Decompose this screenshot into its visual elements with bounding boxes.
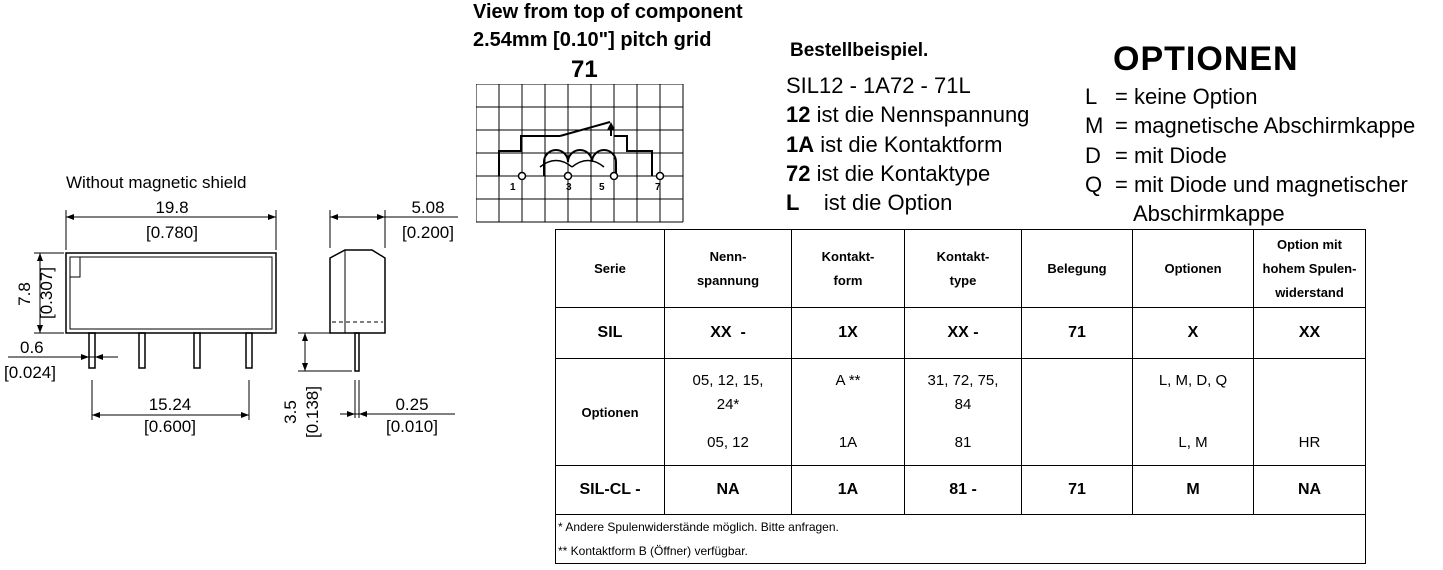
table-cell: Optionen [556,359,665,466]
dim-height-in: [0.307] [37,267,56,319]
dim-pinw-in: [0.024] [4,363,56,382]
option-text: = keine Option [1115,84,1258,109]
header-cell: Serie [556,230,665,308]
option-text: = mit Diode [1115,143,1227,168]
footnote-1: * Andere Spulenwiderstände möglich. Bitte anfragen. [556,515,1366,540]
options-title: OPTIONEN [1113,40,1299,78]
header-cell: Belegung [1022,230,1133,308]
pin-label-5: 5 [599,182,605,193]
dim-pinlen-mm: 3.5 [281,400,300,424]
table-cell: HR [1254,359,1366,466]
schematic-label: 71 [571,56,598,83]
footnote-row [556,539,1366,564]
order-table [555,229,1366,564]
table-cell: NA [665,466,792,515]
dim-length-in: [0.780] [146,223,198,242]
example-text: ist die Option [799,190,953,215]
header-cell: Optionen [1133,230,1254,308]
dim-pint-mm: 0.25 [395,395,429,414]
option-item-d [1085,143,1227,169]
table-cell [1022,359,1133,466]
table-cell: 05, 12, 15, 24* 05, 12 [665,359,792,466]
table-row [556,308,1366,359]
table-cell: A ** 1A [792,359,905,466]
table-cell: 1X [792,308,905,359]
option-text: = mit Diode und magnetischer [1115,172,1408,197]
dim-width-mm: 5.08 [411,198,445,217]
table-row [556,359,1366,466]
view-title-2: 2.54mm [0.10"] pitch grid [473,29,712,51]
example-key: 12 [786,102,811,127]
table-cell: XX [1254,308,1366,359]
table-cell: XX - [665,308,792,359]
table-row [556,466,1366,515]
footnote-2: ** Kontaktform B (Öffner) verfügbar. [556,539,1366,564]
header-cell: Option mit hohem Spulen- widerstand [1254,230,1366,308]
table-cell: 1A [792,466,905,515]
option-text: = magnetische Abschirmkappe [1115,113,1416,138]
footnote-row [556,515,1366,540]
dim-pitch-in: [0.600] [144,417,196,436]
table-header-row [556,230,1366,308]
table-cell: 71 [1022,466,1133,515]
option-key: L [1085,84,1098,109]
header-cell: Nenn- spannung [665,230,792,308]
view-title-1: View from top of component [473,1,743,23]
pin-label-1: 1 [510,182,516,193]
pin-label-3: 3 [566,182,572,193]
table-cell: X [1133,308,1254,359]
table-cell: 71 [1022,308,1133,359]
dim-width-in: [0.200] [402,223,454,242]
example-key: 1A [786,132,815,157]
pitch-grid-schematic [476,84,696,224]
dim-pinw-mm: 0.6 [20,338,44,357]
table-cell: M [1133,466,1254,515]
example-text: ist die Kontaktype [810,161,991,186]
dim-pinlen-in: [0.138] [303,386,322,438]
table-cell: XX - [905,308,1022,359]
dimension-drawing [0,160,470,450]
pin-label-7: 7 [655,182,661,193]
option-key: D [1085,143,1101,168]
example-code: SIL12 - 1A72 - 71L [786,73,971,98]
example-title: Bestellbeispiel. [790,40,929,61]
shield-label: Without magnetic shield [66,173,247,192]
example-line-4 [786,190,952,216]
header-cell: Kontakt- form [792,230,905,308]
option-item-m [1085,113,1415,139]
header-cell: Kontakt- type [905,230,1022,308]
example-key: L [786,190,800,215]
table-cell: L, M, D, Q L, M [1133,359,1254,466]
dim-pint-in: [0.010] [386,417,438,436]
example-line-1 [786,102,1029,128]
example-text: ist die Kontaktform [814,132,1003,157]
option-continuation: Abschirmkappe [1133,201,1285,226]
table-cell: 81 - [905,466,1022,515]
dim-height-mm: 7.8 [15,282,34,306]
option-key: M [1085,113,1104,138]
dim-pitch-mm: 15.24 [148,395,192,414]
option-item-q [1085,172,1408,198]
example-line-3 [786,161,990,187]
option-item-l [1085,84,1257,110]
example-key: 72 [786,161,811,186]
dim-length-mm: 19.8 [155,198,189,217]
option-key: Q [1085,172,1103,197]
table-cell: 31, 72, 75, 84 81 [905,359,1022,466]
example-text: ist die Nennspannung [810,102,1030,127]
table-cell: SIL [556,308,665,359]
table-cell: SIL-CL - [556,466,665,515]
example-line-2 [786,132,1002,158]
table-cell: NA [1254,466,1366,515]
